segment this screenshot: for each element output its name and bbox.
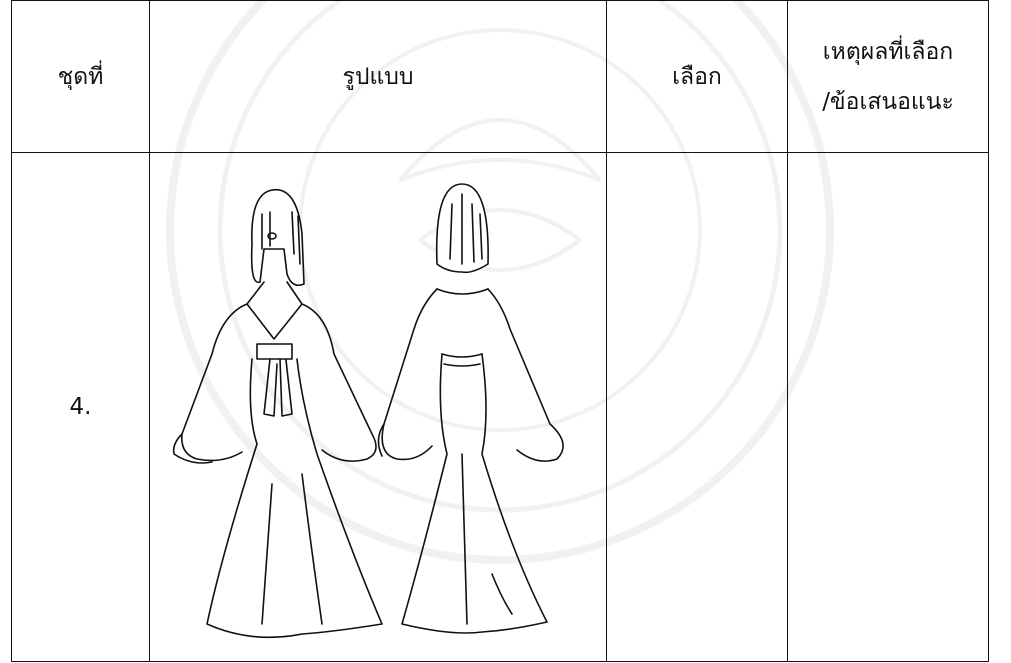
header-reason (788, 1, 989, 153)
front-figure (174, 190, 382, 638)
header-reason-line1: เหตุผลที่เลือก (822, 38, 954, 65)
header-set-number: ชุดที่ (12, 1, 150, 153)
table-header-row (12, 1, 989, 153)
table-row (12, 153, 989, 662)
dress-sketch-image (152, 154, 604, 660)
select-cell[interactable] (607, 153, 788, 662)
reason-cell[interactable] (788, 153, 989, 662)
back-figure (378, 184, 563, 633)
header-reason-line2: /ข้อเสนอแนะ (822, 88, 954, 115)
set-number-cell: 4. (12, 153, 150, 662)
design-selection-table (11, 0, 989, 662)
header-select: เลือก (607, 1, 788, 153)
design-image-cell (150, 153, 607, 662)
header-design: รูปแบบ (150, 1, 607, 153)
